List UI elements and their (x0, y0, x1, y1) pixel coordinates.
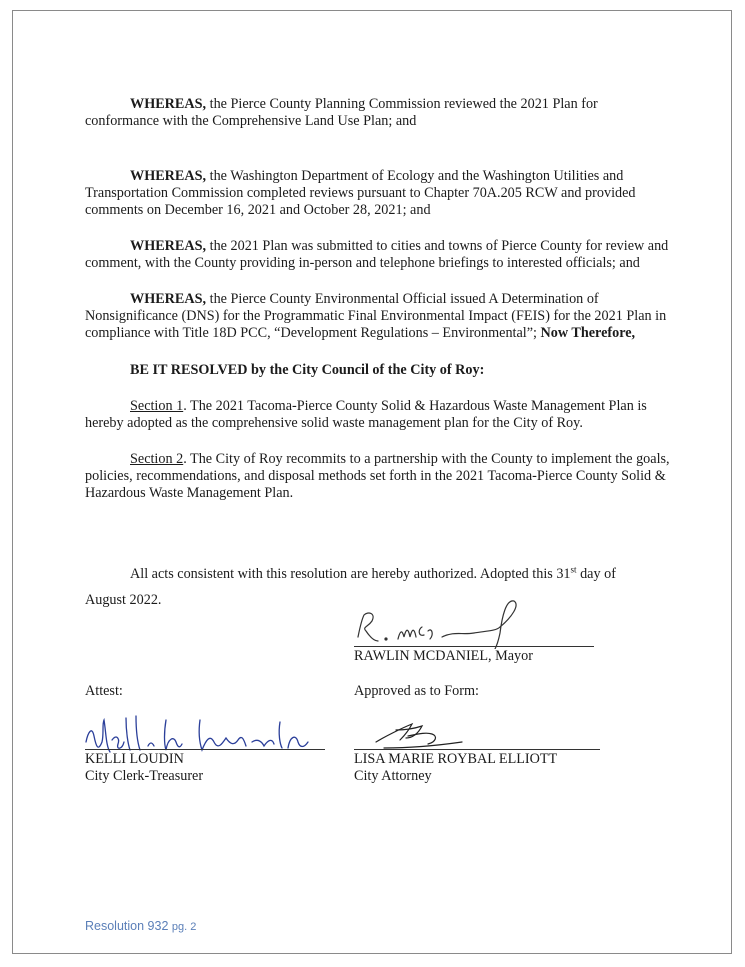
section-2 (85, 451, 675, 502)
whereas-lead: WHEREAS, (130, 168, 207, 184)
attorney-signature (372, 714, 472, 752)
clerk-name: KELLI LOUDIN (85, 751, 184, 767)
page-footer (85, 919, 196, 933)
adoption-date: August 2022. (85, 592, 162, 608)
clerk-signature-line (85, 749, 325, 750)
footer-page-number: pg. 2 (171, 921, 197, 933)
mayor-title: , Mayor (488, 648, 533, 664)
whereas-lead: WHEREAS, (130, 96, 207, 112)
mayor-signature (350, 597, 540, 649)
section-2-label: Section 2 (130, 451, 184, 467)
closing-text: All acts consistent with this resolution are hereby authorized. Adopted this 31 (130, 566, 571, 582)
ordinal-suffix: st (570, 564, 577, 575)
mayor-name-line (354, 648, 533, 665)
paragraph-text: the Washington Department of Ecology and the Washington Utilities and Transportation Commission completed reviews pursuant to Chapter 70A.205 RCW and provided comments on December 16, 2021 and October 28, 2021; and (85, 168, 636, 218)
approved-label: Approved as to Form: (354, 683, 479, 699)
section-1-label: Section 1 (130, 398, 184, 414)
mayor-name: RAWLIN MCDANIEL (354, 648, 489, 664)
section-1-text: . The 2021 Tacoma-Pierce County Solid & Hazardous Waste Management Plan is hereby adopted as the comprehensive solid waste management plan for the City of Roy. (85, 398, 647, 431)
footer-resolution: Resolution 932 (85, 919, 169, 933)
attorney-title: City Attorney (354, 768, 432, 784)
closing-line (130, 566, 616, 583)
paragraph-text: the Pierce County Planning Commission reviewed the 2021 Plan for conformance with the Comprehensive Land Use Plan; and (85, 96, 598, 129)
paragraph-text: the Pierce County Environmental Official issued A Determination of Nonsignificance (DNS) for the Programmatic Final Environmental Impact (FEIS) for the 2021 Plan in compliance with Title 18D PCC, “Development Regulations – Environmental”; (85, 291, 667, 341)
attorney-signature-line (354, 749, 600, 750)
now-therefore: Now Therefore, (540, 325, 636, 341)
resolved-heading: BE IT RESOLVED by the City Council of the City of Roy: (130, 362, 485, 378)
whereas-paragraph-3 (85, 238, 675, 272)
attorney-name: LISA MARIE ROYBAL ELLIOTT (354, 751, 558, 767)
whereas-lead: WHEREAS, (130, 291, 207, 307)
whereas-lead: WHEREAS, (130, 238, 207, 254)
whereas-paragraph-1 (85, 96, 675, 130)
whereas-paragraph-2 (85, 168, 675, 219)
whereas-paragraph-4 (85, 291, 675, 342)
section-1 (85, 398, 675, 432)
section-2-text: . The City of Roy recommits to a partnership with the County to implement the goals, policies, recommendations, and disposal methods set forth in the 2021 Tacoma-Pierce County Solid & Hazardous Waste Management Plan. (85, 451, 670, 501)
paragraph-text: the 2021 Plan was submitted to cities and towns of Pierce County for review and comment, with the County providing in-person and telephone briefings to interested officials; and (85, 238, 669, 271)
resolution-body (85, 96, 675, 502)
closing-after: day of (576, 566, 616, 582)
clerk-title: City Clerk-Treasurer (85, 768, 204, 784)
attest-label: Attest: (85, 683, 123, 699)
mayor-signature-line (354, 646, 594, 647)
